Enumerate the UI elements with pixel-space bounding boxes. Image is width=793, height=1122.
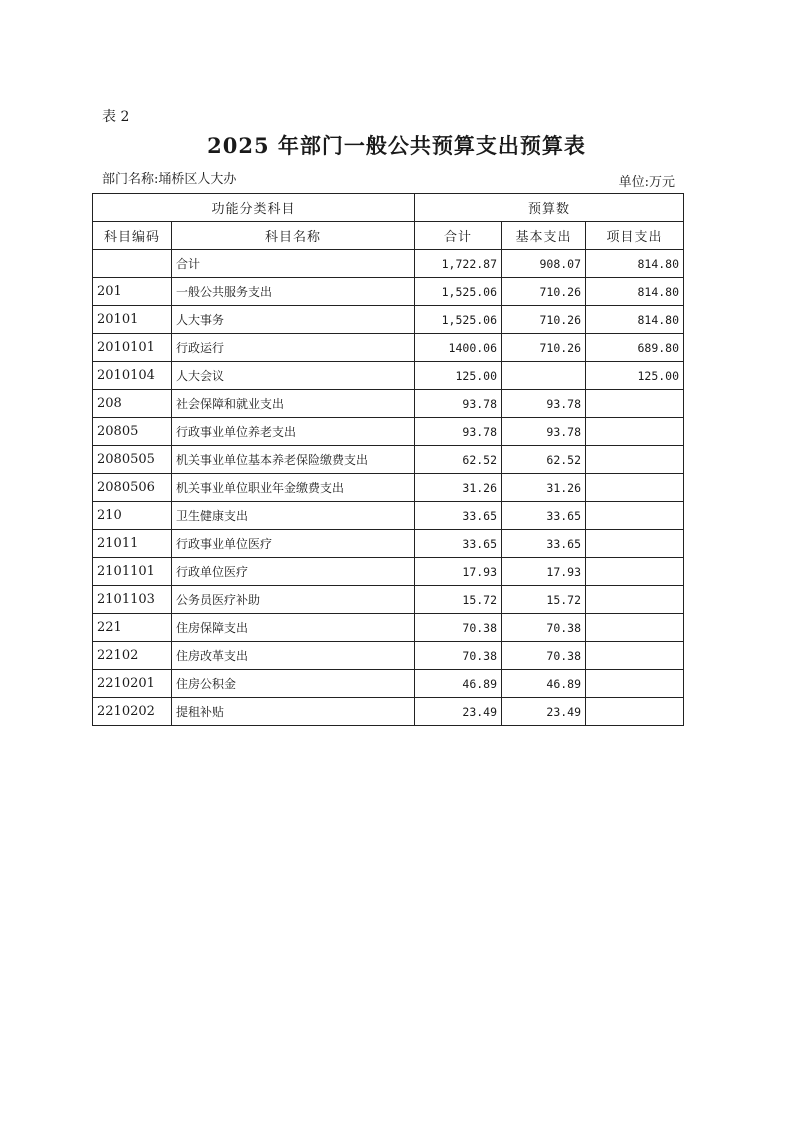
table-row [93,334,684,362]
table-row [93,642,684,670]
subject-code-cell: 2101103 [93,586,172,614]
header-total: 合计 [415,222,502,250]
table-row [93,558,684,586]
project-expenditure-cell [586,558,684,586]
project-expenditure-cell [586,670,684,698]
subject-code-cell: 2210202 [93,698,172,726]
department-name: 部门名称:埇桥区人大办 [102,172,237,187]
subject-code-cell: 208 [93,390,172,418]
table-body [93,250,684,726]
header-subject-code: 科目编码 [93,222,172,250]
basic-expenditure-cell: 17.93 [502,558,586,586]
subject-name-cell: 行政单位医疗 [172,558,415,586]
table-row [93,446,684,474]
table-row [93,250,684,278]
project-expenditure-cell [586,698,684,726]
subject-code-cell: 2101101 [93,558,172,586]
total-cell: 1400.06 [415,334,502,362]
page-title: 2025 年部门一般公共预算支出预算表 [207,133,586,158]
table-row [93,362,684,390]
subject-name-cell: 公务员医疗补助 [172,586,415,614]
subject-name-cell: 提租补贴 [172,698,415,726]
total-cell: 62.52 [415,446,502,474]
project-expenditure-cell: 814.80 [586,250,684,278]
subject-name-cell: 住房公积金 [172,670,415,698]
project-expenditure-cell [586,474,684,502]
subject-name-cell: 一般公共服务支出 [172,278,415,306]
basic-expenditure-cell: 93.78 [502,390,586,418]
project-expenditure-cell: 814.80 [586,306,684,334]
subject-code-cell: 2080505 [93,446,172,474]
subject-code-cell: 2010101 [93,334,172,362]
total-cell: 93.78 [415,390,502,418]
project-expenditure-cell [586,530,684,558]
subject-code-cell [93,250,172,278]
table-row [93,670,684,698]
subject-code-cell: 20101 [93,306,172,334]
project-expenditure-cell: 125.00 [586,362,684,390]
total-cell: 33.65 [415,530,502,558]
subject-code-cell: 201 [93,278,172,306]
total-cell: 46.89 [415,670,502,698]
subject-name-cell: 人大事务 [172,306,415,334]
subject-name-cell: 合计 [172,250,415,278]
total-cell: 33.65 [415,502,502,530]
basic-expenditure-cell: 33.65 [502,530,586,558]
table-row [93,530,684,558]
basic-expenditure-cell: 46.89 [502,670,586,698]
basic-expenditure-cell: 23.49 [502,698,586,726]
total-cell: 15.72 [415,586,502,614]
table-row [93,614,684,642]
total-cell: 125.00 [415,362,502,390]
basic-expenditure-cell: 710.26 [502,306,586,334]
subject-code-cell: 20805 [93,418,172,446]
total-cell: 1,525.06 [415,306,502,334]
header-subject-name: 科目名称 [172,222,415,250]
table-number: 表 2 [102,109,130,125]
basic-expenditure-cell: 70.38 [502,614,586,642]
project-expenditure-cell [586,586,684,614]
subject-code-cell: 22102 [93,642,172,670]
basic-expenditure-cell: 908.07 [502,250,586,278]
table-row [93,502,684,530]
subject-name-cell: 卫生健康支出 [172,502,415,530]
subject-name-cell: 机关事业单位基本养老保险缴费支出 [172,446,415,474]
project-expenditure-cell: 814.80 [586,278,684,306]
basic-expenditure-cell: 93.78 [502,418,586,446]
basic-expenditure-cell: 33.65 [502,502,586,530]
subject-code-cell: 210 [93,502,172,530]
basic-expenditure-cell: 62.52 [502,446,586,474]
total-cell: 1,722.87 [415,250,502,278]
basic-expenditure-cell: 710.26 [502,278,586,306]
table-row [93,474,684,502]
subject-name-cell: 行政事业单位养老支出 [172,418,415,446]
subject-code-cell: 2080506 [93,474,172,502]
total-cell: 31.26 [415,474,502,502]
basic-expenditure-cell: 15.72 [502,586,586,614]
subject-name-cell: 住房改革支出 [172,642,415,670]
basic-expenditure-cell: 710.26 [502,334,586,362]
budget-table [92,193,684,726]
unit-label: 单位:万元 [618,175,675,190]
project-expenditure-cell [586,642,684,670]
subject-name-cell: 住房保障支出 [172,614,415,642]
subject-name-cell: 行政运行 [172,334,415,362]
project-expenditure-cell [586,418,684,446]
header-budget-amount: 预算数 [415,194,684,222]
subject-name-cell: 人大会议 [172,362,415,390]
subject-code-cell: 2210201 [93,670,172,698]
subject-code-cell: 221 [93,614,172,642]
subject-name-cell: 行政事业单位医疗 [172,530,415,558]
subject-name-cell: 机关事业单位职业年金缴费支出 [172,474,415,502]
table-row [93,698,684,726]
table-row [93,278,684,306]
project-expenditure-cell [586,614,684,642]
header-project-expenditure: 项目支出 [586,222,684,250]
project-expenditure-cell: 689.80 [586,334,684,362]
basic-expenditure-cell [502,362,586,390]
total-cell: 1,525.06 [415,278,502,306]
subject-code-cell: 21011 [93,530,172,558]
subject-name-cell: 社会保障和就业支出 [172,390,415,418]
total-cell: 70.38 [415,614,502,642]
basic-expenditure-cell: 31.26 [502,474,586,502]
table-row [93,306,684,334]
table-row [93,390,684,418]
total-cell: 70.38 [415,642,502,670]
table-row [93,586,684,614]
subject-code-cell: 2010104 [93,362,172,390]
basic-expenditure-cell: 70.38 [502,642,586,670]
header-function-classification: 功能分类科目 [93,194,415,222]
total-cell: 23.49 [415,698,502,726]
total-cell: 93.78 [415,418,502,446]
table-row [93,418,684,446]
total-cell: 17.93 [415,558,502,586]
project-expenditure-cell [586,502,684,530]
project-expenditure-cell [586,446,684,474]
project-expenditure-cell [586,390,684,418]
header-basic-expenditure: 基本支出 [502,222,586,250]
